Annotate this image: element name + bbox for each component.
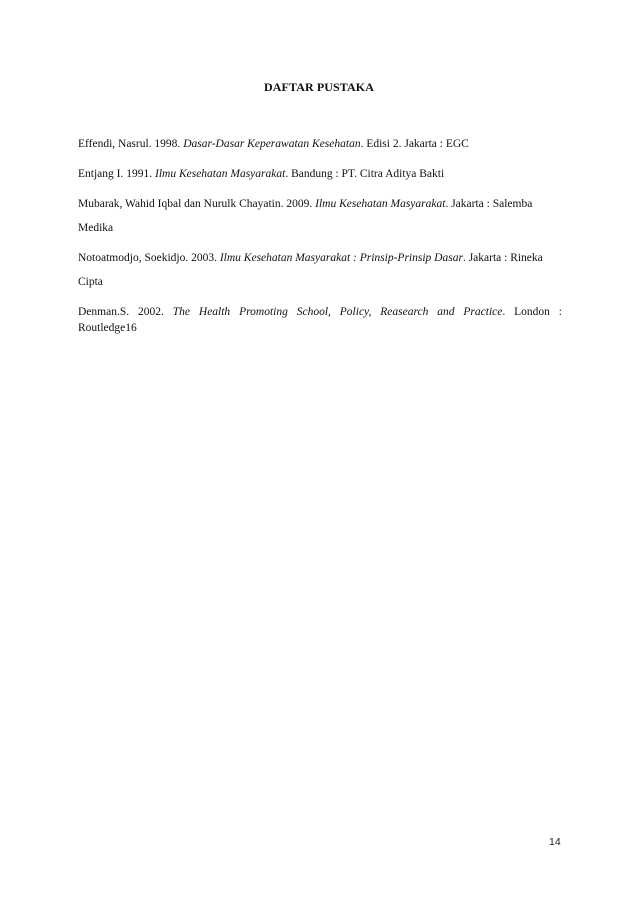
reference-publisher: . Jakarta : Rineka Cipta — [78, 252, 543, 288]
reference-title: The Health Promoting School, Policy, Reasearch and Practice — [172, 306, 503, 318]
reference-item — [78, 132, 562, 156]
reference-item — [78, 192, 562, 240]
reference-title: Ilmu Kesehatan Masyarakat : Prinsip-Prinsip Dasar — [219, 252, 463, 264]
reference-title: Ilmu Kesehatan Masyarakat — [315, 198, 446, 210]
reference-author-year: Denman.S. 2002. — [78, 306, 173, 318]
reference-list — [78, 132, 562, 342]
reference-item — [78, 162, 562, 186]
reference-item — [78, 246, 562, 294]
page-number: 14 — [549, 836, 561, 848]
reference-continuation: Routledge16 — [78, 322, 137, 334]
reference-item — [78, 304, 562, 336]
reference-title: Dasar-Dasar Keperawatan Kesehatan — [183, 138, 361, 150]
reference-publisher: . Edisi 2. Jakarta : EGC — [360, 138, 469, 150]
reference-author-year: Effendi, Nasrul. 1998. — [78, 138, 184, 150]
reference-author-year: Mubarak, Wahid Iqbal dan Nurulk Chayatin. 2009. — [78, 198, 316, 210]
reference-publisher: . Bandung : PT. Citra Aditya Bakti — [285, 168, 445, 180]
reference-author-year: Notoatmodjo, Soekidjo. 2003. — [78, 252, 220, 264]
reference-publisher: . London : — [502, 306, 562, 318]
reference-author-year: Entjang I. 1991. — [78, 168, 155, 180]
reference-publisher: . Jakarta : Salemba Medika — [78, 198, 533, 234]
reference-title: Ilmu Kesehatan Masyarakat — [154, 168, 286, 180]
page-title: DAFTAR PUSTAKA — [264, 80, 374, 94]
